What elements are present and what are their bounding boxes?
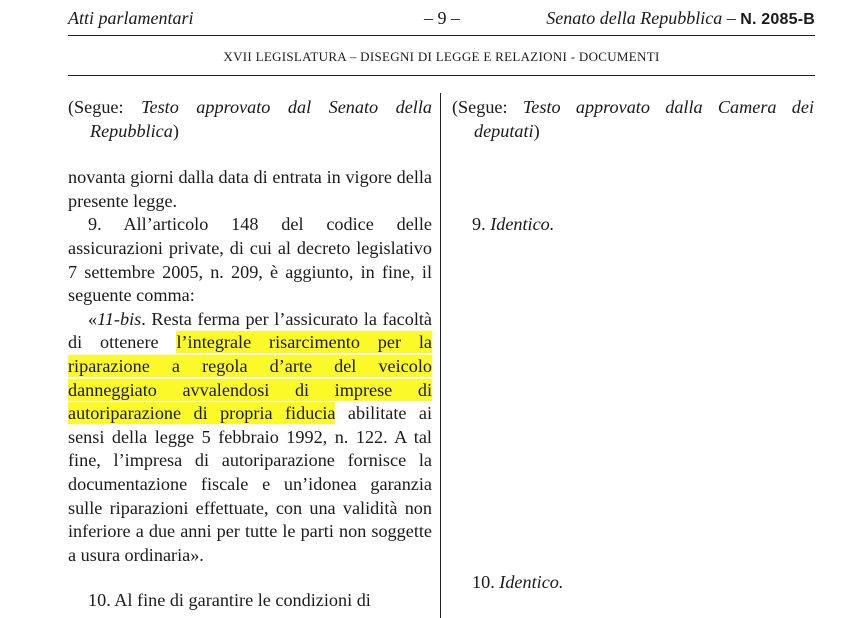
page-header xyxy=(68,8,815,34)
item-10-text: Identico. xyxy=(499,571,564,592)
left-title-italic: Testo approvato dal Senato della Repubblica xyxy=(90,97,432,141)
header-page-number: – 9 – xyxy=(424,8,460,28)
right-item-10 xyxy=(452,571,814,595)
item-9-number: 9. xyxy=(472,214,491,235)
quote-text-2: abilitate ai sensi della legge 5 febbraio 1992, n. 122. A tal fine, l’impresa di autoriparazione fornisce la documentazione fiscale e un’idonea garanzia sulle riparazioni effettuate, con una validità non inferiore a due anni per tutte le parti non soggette a usura ordinaria». xyxy=(68,403,432,565)
right-title-suffix: ) xyxy=(533,120,540,141)
left-column-title xyxy=(68,96,432,143)
right-column-title xyxy=(452,96,814,143)
right-item-9 xyxy=(452,213,814,237)
left-title-prefix: (Segue: xyxy=(68,97,142,117)
right-column-chamber-text xyxy=(452,96,814,594)
column-divider xyxy=(440,93,441,618)
left-title-suffix: ) xyxy=(172,120,179,141)
header-senate: Senato della Repubblica xyxy=(546,8,723,28)
comma-label: 11-bis xyxy=(97,308,142,329)
header-document-id xyxy=(546,8,815,29)
legislature-subheader: XVII LEGISLATURA – DISEGNI DI LEGGE E RELAZIONI - DOCUMENTI xyxy=(223,49,660,64)
header-rule xyxy=(68,35,815,36)
paragraph-article-9: 9. All’articolo 148 del codice delle assicurazioni private, di cui al decreto legislativo 7 settembre 2005, n. 209, è aggiunto, in fine, il seguente comma: xyxy=(68,214,432,306)
paragraph-continuation: novanta giorni dalla data di entrata in vigore della presente legge. xyxy=(68,167,432,211)
item-10-number: 10. xyxy=(472,571,500,592)
right-title-prefix: (Segue: xyxy=(452,97,523,117)
subheader-rule xyxy=(68,75,815,76)
paragraph-article-10: 10. Al fine di garantire le condizioni di xyxy=(88,590,371,611)
paragraph-comma-11-bis xyxy=(68,308,432,568)
item-9-text: Identico. xyxy=(490,214,555,235)
left-column-senate-text xyxy=(68,96,432,613)
quote-text-1: . Resta ferma per l’assicurato la facoltà di ottenere xyxy=(68,308,432,353)
right-title-italic: Testo approvato dalla Camera dei deputati xyxy=(474,97,814,141)
quote-open: « xyxy=(88,308,98,329)
header-publication: Atti parlamentari xyxy=(68,8,194,28)
highlighted-text: l’integrale risarcimento per la riparazione a regola d’arte del veicolo danneggiato avvalendosi di imprese di autoriparazione di propria fiducia xyxy=(68,332,432,424)
header-bill-number: N. 2085-B xyxy=(740,11,815,28)
header-separator: – xyxy=(722,8,741,28)
right-spacer xyxy=(452,166,814,213)
